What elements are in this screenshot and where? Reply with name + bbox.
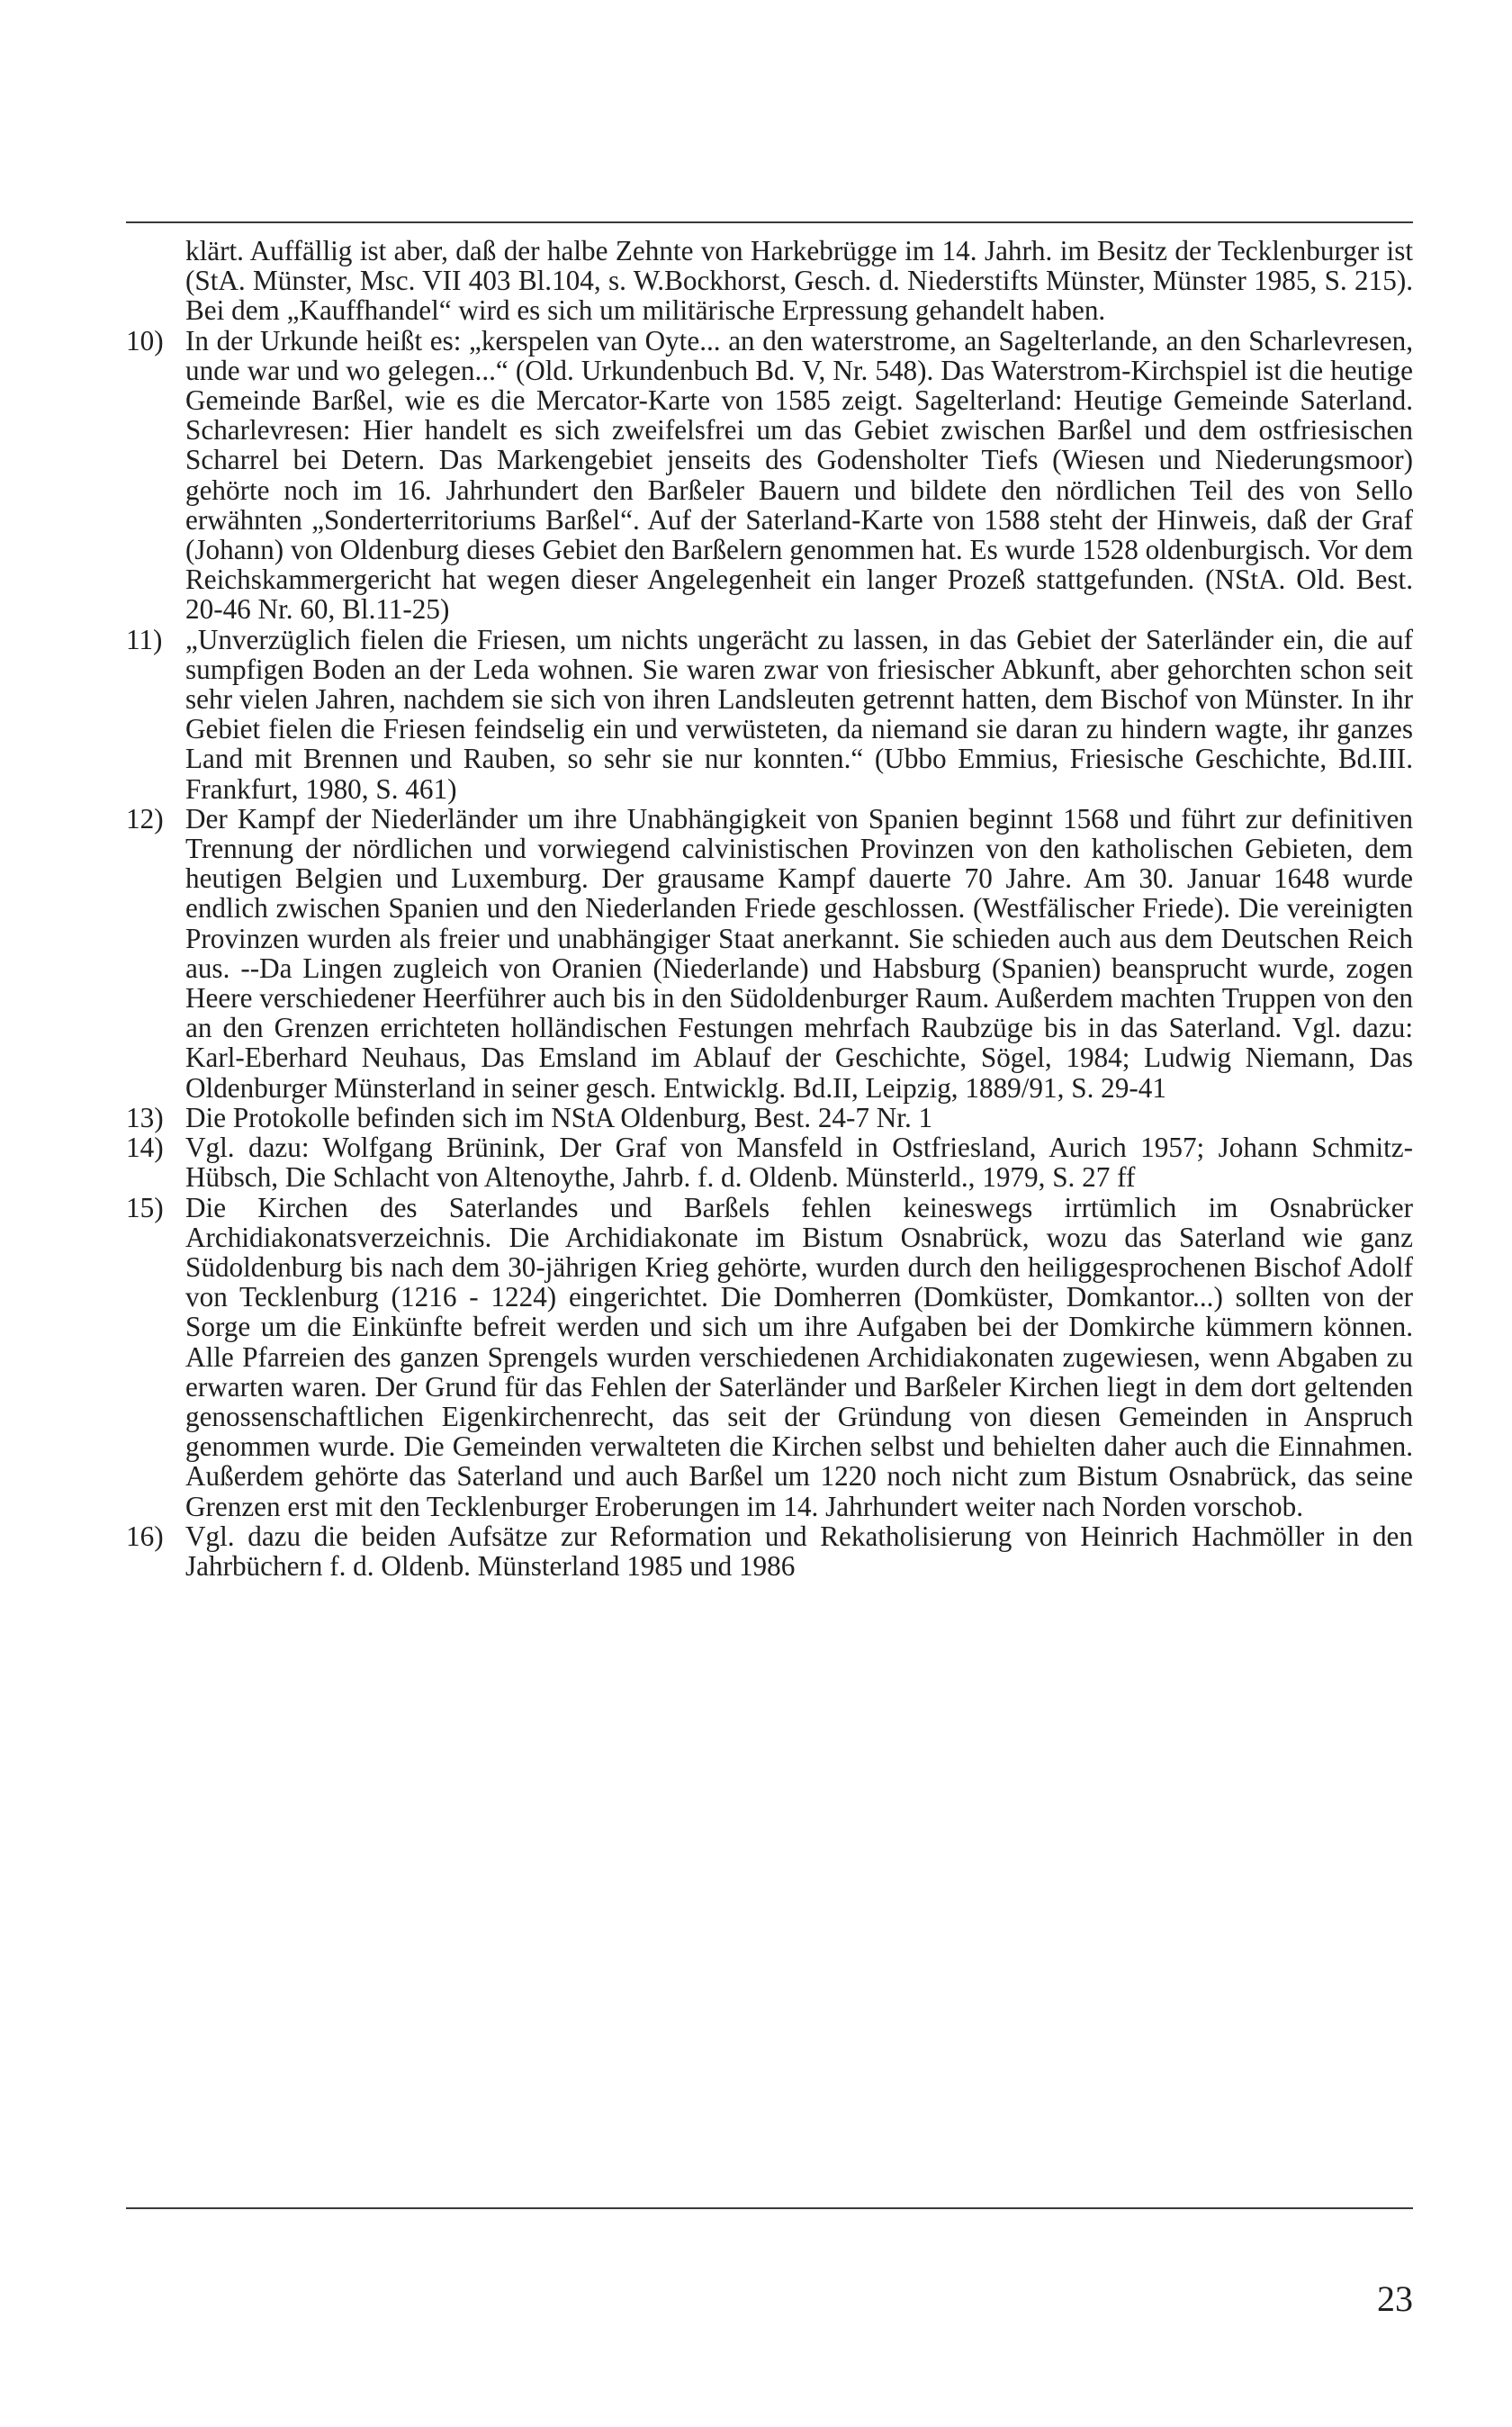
footnotes-section (126, 236, 1413, 1581)
bottom-rule (126, 2207, 1413, 2209)
footnote-text: Vgl. dazu: Wolfgang Brünink, Der Graf von Mansfeld in Ostfriesland, Aurich 1957; Johann Schmitz-Hübsch, Die Schlacht von Altenoythe, Jahrb. f. d. Oldenb. Münsterld., 1979, S. 27 ff (185, 1132, 1413, 1194)
footnote-text: „Unverzüglich fielen die Friesen, um nichts ungerächt zu lassen, in das Gebiet der Saterländer ein, die auf sumpfigen Boden an der Leda wohnen. Sie waren zwar von friesischer Abkunft, aber gehorchten schon seit sehr vielen Jahren, nachdem sie sich von ihren Landsleuten getrennt hatten, dem Bischof von Münster. In ihr Gebiet fielen die Friesen feindselig ein und verwüsteten, da niemand sie daran zu hindern wagte, ihr ganzes Land mit Brennen und Rauben, so sehr sie nur konnten.“ (Ubbo Emmius, Friesische Geschichte, Bd.III. Frankfurt, 1980, S. 461) (185, 623, 1413, 805)
footnote-number: 10) (126, 324, 164, 356)
footnote-number: 15) (126, 1191, 164, 1223)
footnote-number: 16) (126, 1520, 164, 1552)
footnote-16 (126, 1521, 1413, 1581)
footnote-text: klärt. Auffällig ist aber, daß der halbe Zehnte von Harkebrügge im 14. Jahrh. im Besitz der Tecklenburger ist (StA. Münster, Msc. VII 403 Bl.104, s. W.Bockhorst, Gesch. d. Niederstifts Münster, Münster 1985, S. 215). Bei dem „Kauffhandel“ wird es sich um militärische Erpressung gehandelt haben. (185, 235, 1413, 327)
footnote-15 (126, 1193, 1413, 1521)
footnote-12 (126, 804, 1413, 1103)
footnote-11 (126, 625, 1413, 804)
footnote-text: Die Kirchen des Saterlandes und Barßels fehlen keineswegs irrtümlich im Osnabrücker Archidiakonatsverzeichnis. Die Archidiakonate im Bistum Osnabrück, wozu das Saterland wie ganz Südoldenburg bis nach dem 30-jährigen Krieg gehörte, wurden durch den heiliggesprochenen Bischof Adolf von Tecklenburg (1216 - 1224) eingerichtet. Die Domherren (Domküster, Domkantor...) sollten von der Sorge um die Einkünfte befreit werden und sich um ihre Aufgaben bei der Domkirche kümmern können. Alle Pfarreien des ganzen Sprengels wurden verschiedenen Archidiakonaten zugewiesen, wenn Abgaben zu erwarten waren. Der Grund für das Fehlen der Saterländer und Barßeler Kirchen liegt in dem dort geltenden genossenschaftlichen Eigenkirchenrecht, das seit der Gründung von diesen Gemeinden in Anspruch genommen wurde. Die Gemeinden verwalteten die Kirchen selbst und behielten daher auch die Einnahmen. Außerdem gehörte das Saterland und auch Barßel um 1220 noch nicht zum Bistum Osnabrück, das seine Grenzen erst mit den Tecklenburger Eroberungen im 14. Jahrhundert weiter nach Norden vorschob. (185, 1191, 1413, 1522)
footnote-10 (126, 326, 1413, 625)
footnote-text: In der Urkunde heißt es: „kerspelen van Oyte... an den waterstrome, an Sagelterlande, an den Scharlevresen, unde war und wo gelegen...“ (Old. Urkundenbuch Bd. V, Nr. 548). Das Waterstrom-Kirchspiel ist die heutige Gemeinde Barßel, wie es die Mercator-Karte von 1585 zeigt. Sagelterland: Heutige Gemeinde Saterland. Scharlevresen: Hier handelt es sich zweifelsfrei um das Gebiet zwischen Barßel und dem ostfriesischen Scharrel bei Detern. Das Markengebiet jenseits des Godensholter Tiefs (Wiesen und Niederungsmoor) gehörte noch im 16. Jahrhundert den Barßeler Bauern und bildete den nördlichen Teil des von Sello erwähnten „Sonderterritoriums Barßel“. Auf der Saterland-Karte von 1588 steht der Hinweis, daß der Graf (Johann) von Oldenburg dieses Gebiet den Barßelern genommen hat. Es wurde 1528 oldenburgisch. Vor dem Reichskammergericht hat wegen dieser Angelegenheit ein langer Prozeß stattgefunden. (NStA. Old. Best. 20-46 Nr. 60, Bl.11-25) (185, 324, 1413, 626)
footnote-number: 12) (126, 802, 164, 835)
footnote-continued (126, 236, 1413, 326)
footnote-number: 14) (126, 1132, 164, 1164)
footnote-13 (126, 1103, 1413, 1132)
footnote-number: 13) (126, 1101, 164, 1133)
page-number: 23 (1377, 2278, 1413, 2319)
footnote-14 (126, 1132, 1413, 1192)
footnote-text: Die Protokolle befinden sich im NStA Oldenburg, Best. 24-7 Nr. 1 (185, 1101, 933, 1133)
footnote-text: Vgl. dazu die beiden Aufsätze zur Reformation und Rekatholisierung von Heinrich Hachmöller in den Jahrbüchern f. d. Oldenb. Münsterland 1985 und 1986 (185, 1520, 1413, 1582)
footnote-number: 11) (126, 623, 163, 655)
top-rule (126, 221, 1413, 223)
footnote-text: Der Kampf der Niederländer um ihre Unabhängigkeit von Spanien beginnt 1568 und führt zur definitiven Trennung der nördlichen und vorwiegend calvinistischen Provinzen von den katholischen Gebieten, dem heutigen Belgien und Luxemburg. Der grausame Kampf dauerte 70 Jahre. Am 30. Januar 1648 wurde endlich zwischen Spanien und den Niederlanden Friede geschlossen. (Westfälischer Friede). Die vereinigten Provinzen wurden als freier und unabhängiger Staat anerkannt. Sie schieden auch aus dem Deutschen Reich aus. --Da Lingen zugleich von Oranien (Niederlande) und Habsburg (Spanien) beansprucht wurde, zogen Heere verschiedener Heerführer auch bis in den Südoldenburger Raum. Außerdem machten Truppen von den an den Grenzen errichteten holländischen Festungen mehrfach Raubzüge bis in das Saterland. Vgl. dazu: Karl-Eberhard Neuhaus, Das Emsland im Ablauf der Geschichte, Sögel, 1984; Ludwig Niemann, Das Oldenburger Münsterland in seiner gesch. Entwicklg. Bd.II, Leipzig, 1889/91, S. 29-41 (185, 802, 1413, 1104)
